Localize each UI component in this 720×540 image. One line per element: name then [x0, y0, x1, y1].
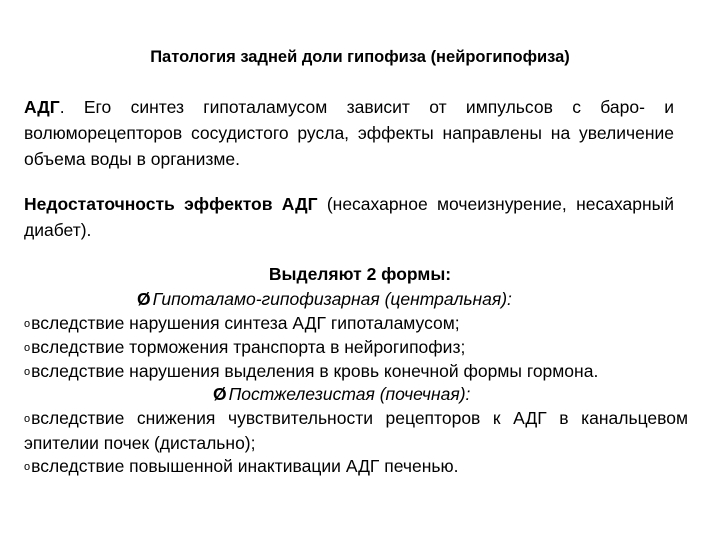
adh-insufficiency-paragraph — [24, 191, 674, 243]
list-item — [24, 311, 688, 336]
circle-bullet-icon: o — [24, 461, 31, 473]
list-item-text: вследствие нарушения выделения в кровь конечной формы гормона. — [31, 361, 599, 381]
adh-insufficiency-description: (несахарное мочеизнурение, несахарный диабет). — [24, 194, 675, 240]
arrow-bullet-icon: Ø — [137, 289, 151, 309]
list-item — [24, 454, 688, 479]
form-central-heading — [137, 287, 512, 311]
circle-bullet-icon: o — [24, 342, 31, 354]
adh-description: . Его синтез гипоталамусом зависит от импульсов с баро- и волюморецепторов сосудистого русла, эффекты направлены на увеличение объема воды в организме. — [24, 97, 674, 169]
circle-bullet-icon: o — [24, 318, 31, 330]
circle-bullet-icon: o — [24, 366, 31, 378]
list-item — [24, 406, 688, 455]
circle-bullet-icon: o — [24, 413, 31, 425]
arrow-bullet-icon: Ø — [213, 384, 227, 404]
list-item-text: вследствие нарушения синтеза АДГ гипоталамусом; — [31, 313, 460, 333]
list-item — [24, 359, 688, 384]
list-item-text: вследствие повышенной инактивации АДГ печенью. — [31, 456, 459, 476]
forms-heading: Выделяют 2 формы: — [268, 264, 452, 284]
list-item — [24, 335, 688, 360]
slide-title: Патология задней доли гипофиза (нейрогипофиза) — [150, 48, 570, 66]
list-item-text: вследствие торможения транспорта в нейрогипофиз; — [31, 337, 466, 357]
adh-term: АДГ — [24, 97, 60, 117]
adh-insufficiency-term: Недостаточность эффектов АДГ — [24, 194, 318, 214]
adh-paragraph — [24, 94, 674, 172]
form-central-title: Гипоталамо-гипофизарная (центральная): — [152, 289, 512, 309]
form-renal-heading — [213, 382, 470, 406]
list-item-text: вследствие снижения чувствительности рецепторов к АДГ в канальцевом эпителии почек (дистально); — [24, 408, 688, 453]
form-renal-title: Постжелезистая (почечная): — [228, 384, 471, 404]
